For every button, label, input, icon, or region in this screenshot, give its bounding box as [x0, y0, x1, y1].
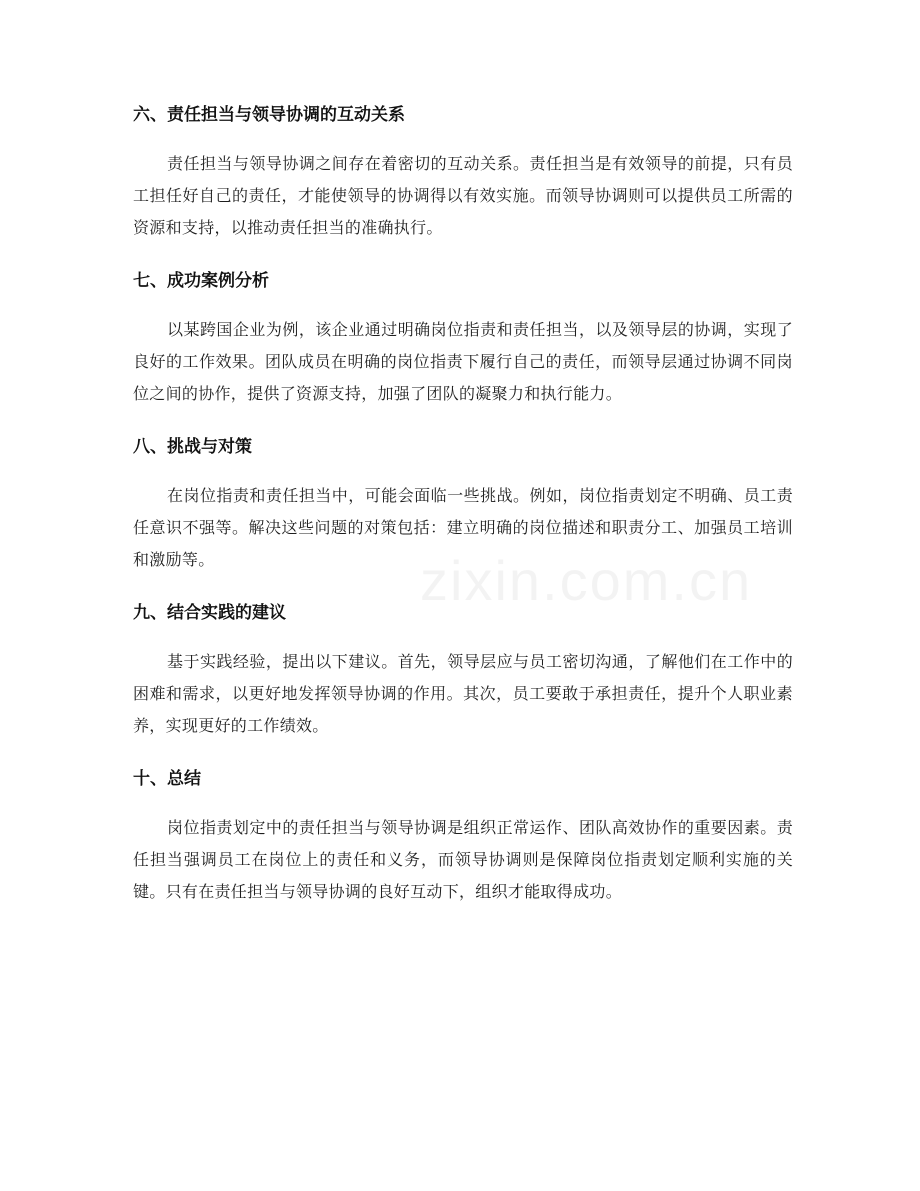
- section-heading: 八、挑战与对策: [133, 437, 252, 457]
- document-body: [133, 100, 793, 930]
- section-paragraph: 以某跨国企业为例，该企业通过明确岗位指责和责任担当，以及领导层的协调，实现了良好的工作效果。团队成员在明确的岗位指责下履行自己的责任，而领导层通过协调不同岗位之间的协作，提供了资源支持，加强了团队的凝聚力和执行能力。: [133, 320, 793, 403]
- section-paragraph: 在岗位指责和责任担当中，可能会面临一些挑战。例如，岗位指责划定不明确、员工责任意识不强等。解决这些问题的对策包括：建立明确的岗位描述和职责分工、加强员工培训和激励等。: [133, 486, 793, 569]
- section-paragraph: 基于实践经验，提出以下建议。首先，领导层应与员工密切沟通，了解他们在工作中的困难和需求，以更好地发挥领导协调的作用。其次，员工要敢于承担责任，提升个人职业素养，实现更好的工作绩效。: [133, 652, 793, 735]
- section-paragraph: 岗位指责划定中的责任担当与领导协调是组织正常运作、团队高效协作的重要因素。责任担当强调员工在岗位上的责任和义务，而领导协调则是保障岗位指责划定顺利实施的关键。只有在责任担当与领导协调的良好互动下，组织才能取得成功。: [133, 818, 793, 901]
- section-heading: 六、责任担当与领导协调的互动关系: [133, 105, 405, 125]
- section-9: [133, 598, 793, 742]
- section-heading: 十、总结: [133, 769, 201, 789]
- section-7: [133, 266, 793, 410]
- section-paragraph: 责任担当与领导协调之间存在着密切的互动关系。责任担当是有效领导的前提，只有员工担任好自己的责任，才能使领导的协调得以有效实施。而领导协调则可以提供员工所需的资源和支持，以推动责任担当的准确执行。: [133, 154, 793, 237]
- section-heading: 九、结合实践的建议: [133, 603, 286, 623]
- section-heading: 七、成功案例分析: [133, 271, 269, 291]
- section-10: [133, 764, 793, 908]
- section-6: [133, 100, 793, 244]
- section-8: [133, 432, 793, 576]
